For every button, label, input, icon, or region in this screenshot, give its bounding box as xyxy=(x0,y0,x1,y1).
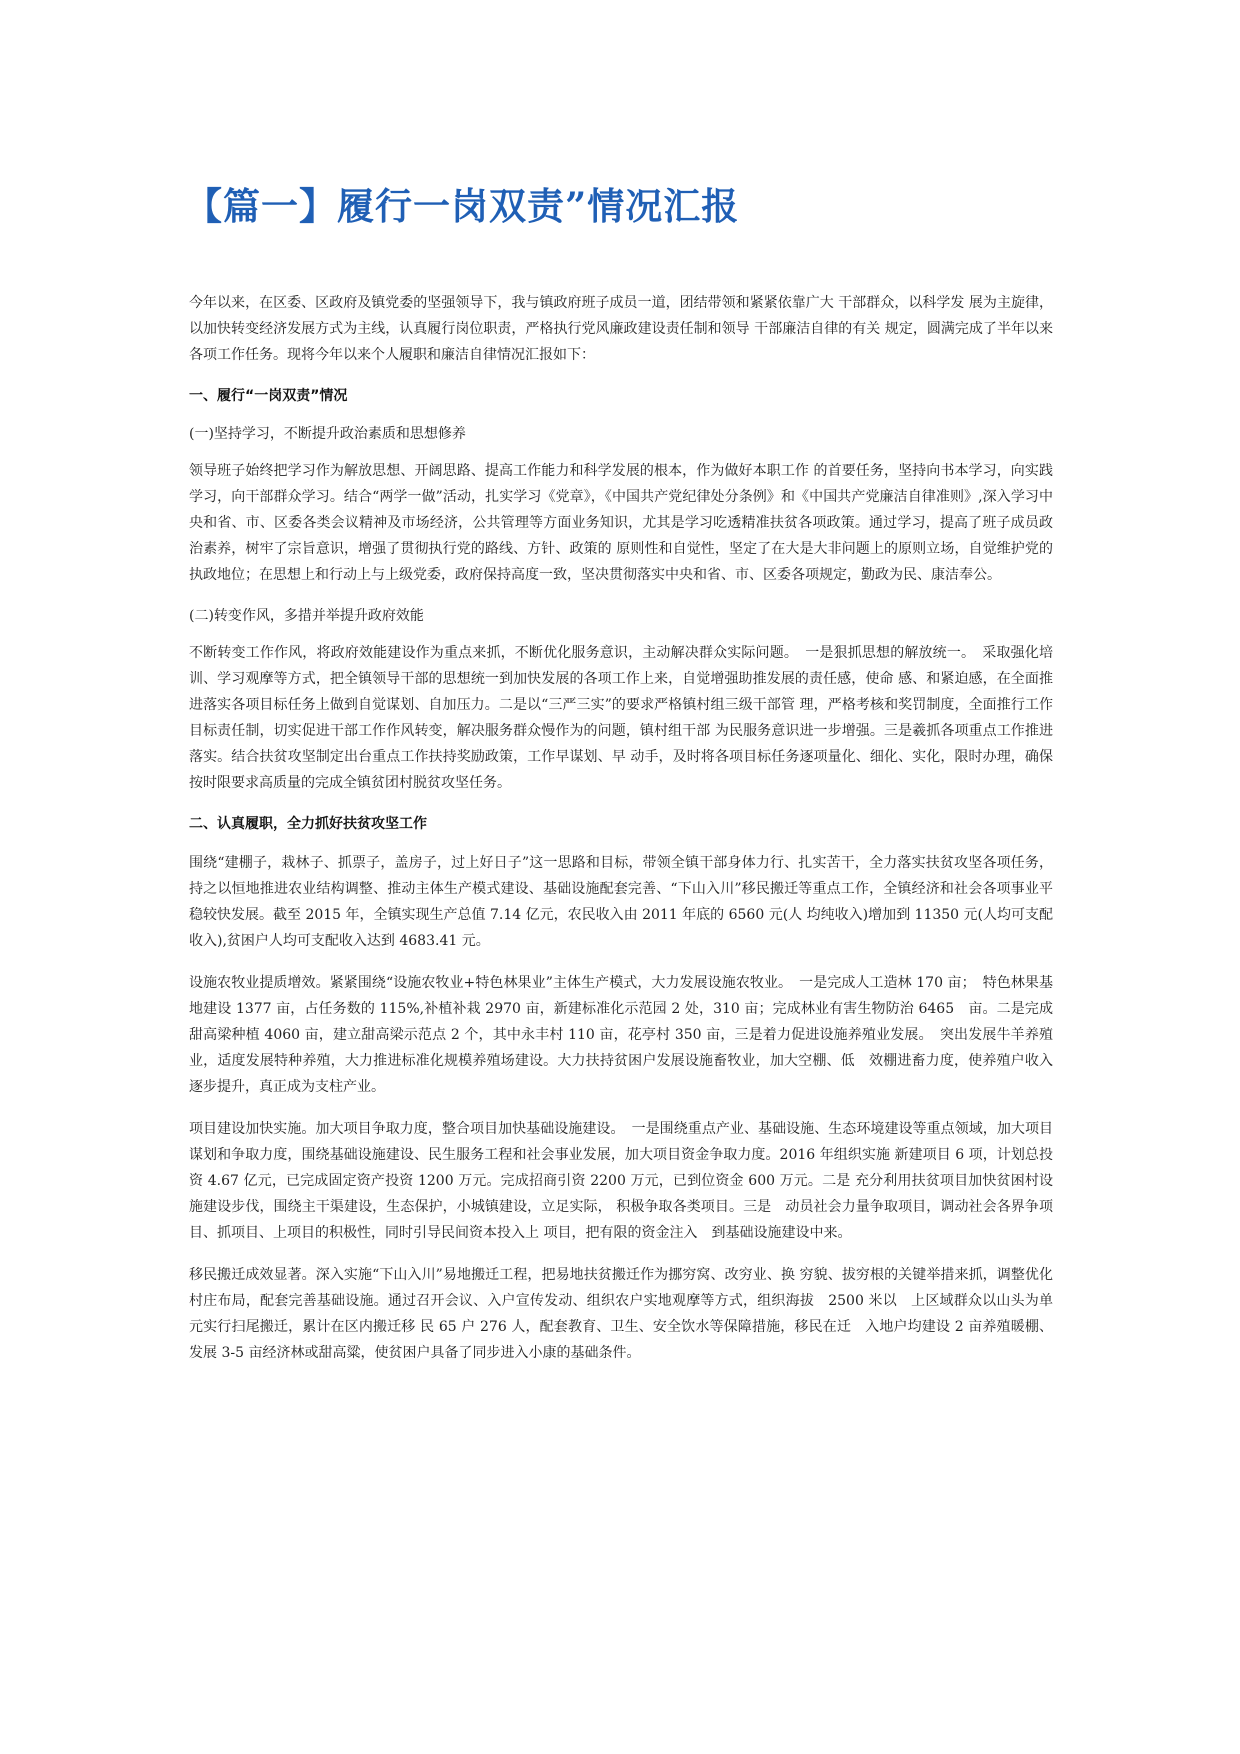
paragraph-projects: 项目建设加快实施。加大项目争取力度，整合项目加快基础设施建设。 一是围绕重点产业、基础设施、生态环境建设等重点领域，加大项目谋划和争取力度，围绕基础设施建设、民生服务工程和社会事业发展，加大项目资金争取力度。2016 年组织实施 新建项目 6 项，计划总投资 4.67 亿元，已完成固定资产投资 1200 万元。完成招商引资 2200 万元，已到位资金 600 万元。二是 充分利用扶贫项目加快贫困村设施建设步伐，围绕主干渠建设，生态保护，小城镇建设，立足实际， 积极争取各类项目。三是 动员社会力量争取项目，调动社会各界争项目、抓项目、上项目的积极性，同时引导民间资本投入上 项目，把有限的资金注入 到基础设施建设中来。 xyxy=(189,1121,1053,1241)
paragraph-study: 领导班子始终把学习作为解放思想、开阔思路、提高工作能力和科学发展的根本，作为做好本职工作 的首要任务，坚持向书本学习，向实践学习，向干部群众学习。结合“两学一做”活动，扎实学习《党章》，《中国共产党纪律处分条例》和《中国共产党廉洁自律准则》,深入学习中央和省、市、区委各类会议精神及市场经济，公共管理等方面业务知识，尤其是学习吃透精准扶贫各项政策。通过学习，提高了班子成员政治素养，树牢了宗旨意识，增强了贯彻执行党的路线、方针、政策的 原则性和自觉性，坚定了在大是大非问题上的原则立场，自觉维护党的执政地位；在思想上和行动上与上级党委，政府保持高度一致，坚决贯彻落实中央和省、市、区委各项规定，勤政为民、康洁奉公。 xyxy=(189,463,1053,583)
paragraph-efficiency: 不断转变工作作风，将政府效能建设作为重点来抓，不断优化服务意识，主动解决群众实际问题。 一是狠抓思想的解放统一。 采取强化培训、学习观摩等方式，把全镇领导干部的思想统一到加快发展的各项工作上来，自觉增强助推发展的责任感，使命 感、和紧迫感，在全面推进落实各项目标任务上做到自觉谋划、自加压力。二是以“三严三实”的要求严格镇村组三级干部管 理，严格考核和奖罚制度，全面推行工作目标责任制，切实促进干部工作作风转变，解决服务群众慢作为的问题，镇村组干部 为民服务意识进一步增强。三是羲抓各项重点工作推进落实。结合扶贫攻坚制定出台重点工作扶持奖励政策，工作早谋划、早 动手，及时将各项目标任务逐项量化、细化、实化，限时办理，确保按时限要求高质量的完成全镇贫团村脱贫攻坚任务。 xyxy=(189,645,1053,791)
document-body xyxy=(189,290,1053,1382)
document-title: 【篇一】履行一岗双责”情况汇报 xyxy=(185,184,740,228)
paragraph-relocation: 移民搬迁成效显著。深入实施“下山入川”易地搬迁工程，把易地扶贫搬迁作为挪穷窝、改穷业、换 穷貌、拔穷根的关键举措来抓，调整优化村庄布局，配套完善基础设施。通过召开会议、入户宣传发动、组织农户实地观摩等方式，组织海拔 2500 米以 上区域群众以山头为单元实行扫尾搬迁，累计在区内搬迁移 民 65 户 276 人，配套教育、卫生、安全饮水等保障措施，移民在迁 入地户均建设 2 亩养殖暖棚、发展 3-5 亩经济林或甜高粱，使贫困户具备了同步进入小康的基础条件。 xyxy=(189,1267,1053,1361)
paragraph-agriculture: 设施农牧业提质增效。紧紧围绕“设施农牧业+特色林果业”主体生产模式，大力发展设施农牧业。 一是完成人工造林 170 亩； 特色林果基地建设 1377 亩，占任务数的 115%,补植补栽 2970 亩，新建标准化示范园 2 处，310 亩；完成林业有害生物防治 6465 亩。二是完成甜高梁种植 4060 亩，建立甜高梁示范点 2 个，其中永丰村 110 亩，花亭村 350 亩，三是着力促进设施养殖业发展。 突出发展牛羊养殖业，适度发展特种养殖，大力推进标准化规模养殖场建设。大力扶持贫困户发展设施畜牧业，加大空棚、低 效棚进畜力度，使养殖户收入逐步提升，真正成为支柱产业。 xyxy=(189,975,1053,1095)
subsection-heading-2: (二)转变作风，多措并举提升政府效能 xyxy=(189,608,424,624)
intro-paragraph: 今年以来，在区委、区政府及镇党委的坚强领导下，我与镇政府班子成员一道，团结带领和紧紧依靠广大 干部群众，以科学发 展为主旋律，以加快转变经济发展方式为主线，认真履行岗位职责，严格执行党风廉政建设责任制和领导 干部廉洁自律的有关 规定，圆满完成了半年以来各项工作任务。现将今年以来个人履职和廉洁自律情况汇报如下： xyxy=(189,295,1053,363)
section-heading-1: 一、履行“一岗双责”情况 xyxy=(189,388,348,404)
section-heading-2: 二、认真履职，全力抓好扶贫攻坚工作 xyxy=(189,816,427,832)
subsection-heading-1: (一)坚持学习，不断提升政治素质和思想修养 xyxy=(189,426,466,442)
paragraph-poverty: 围绕“建棚子，栽林子、抓票子，盖房子，过上好日子”这一思路和目标，带领全镇干部身体力行、扎实苦干，全力落实扶贫攻坚各项任务，持之以恒地推进农业结构调整、推动主体生产模式建设、基础设施配套完善、“下山入川”移民搬迁等重点工作，全镇经济和社会各项事业平稳较快发展。截至 2015 年，全镇实现生产总值 7.14 亿元，农民收入由 2011 年底的 6560 元(人 均纯收入)增加到 11350 元(人均可支配收入),贫困户人均可支配收入达到 4683.41 元。 xyxy=(189,855,1053,949)
